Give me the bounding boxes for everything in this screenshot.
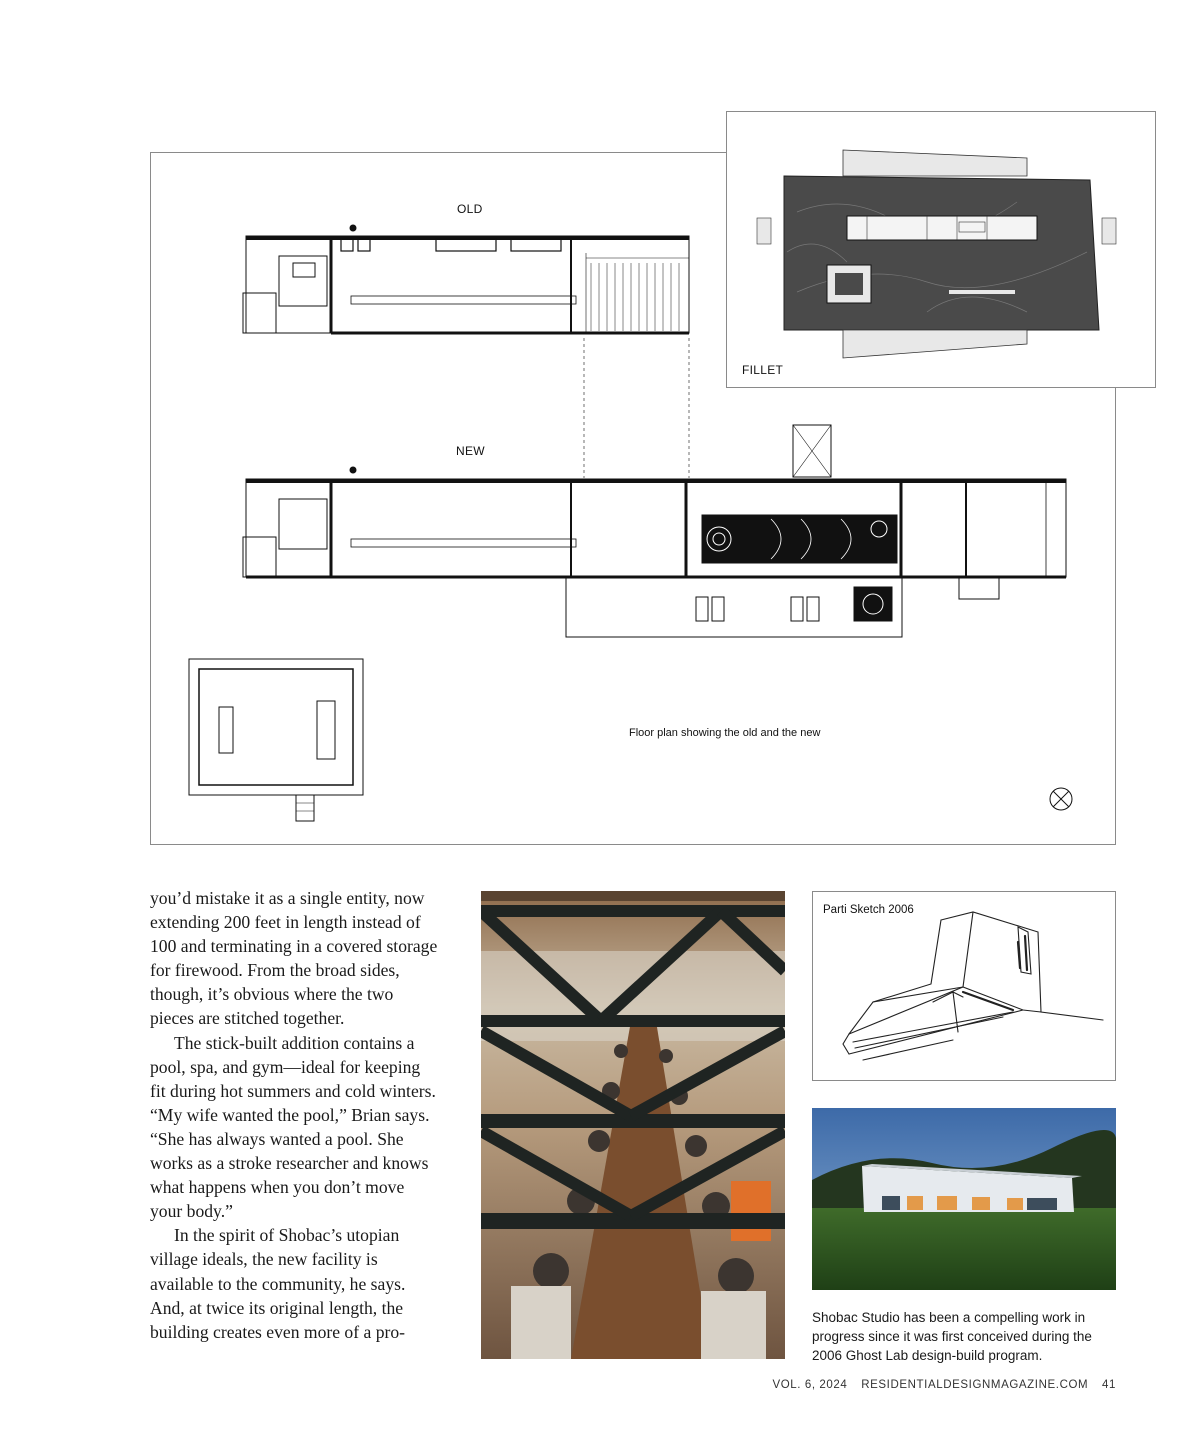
footer-site: RESIDENTIALDESIGNMAGAZINE.COM <box>861 1379 1089 1391</box>
page-number: 41 <box>1102 1379 1116 1391</box>
community-dinner-image <box>481 891 785 1359</box>
old-plan <box>243 225 689 333</box>
page-footer <box>700 1379 1116 1391</box>
footer-volume: VOL. 6, 2024 <box>772 1379 848 1391</box>
article-body <box>150 886 440 1344</box>
fillet-site-plan-drawing <box>727 112 1157 389</box>
floor-plan-caption: Floor plan showing the old and the new <box>629 727 821 739</box>
fillet-site-plan-panel <box>726 111 1156 388</box>
parti-sketch-panel <box>812 891 1116 1081</box>
new-plan <box>243 425 1066 637</box>
old-plan-label: OLD <box>457 202 483 216</box>
photo-caption: Shobac Studio has been a compelling work in progress since it was first conceived during the 2006 Ghost Lab design-build program. <box>812 1310 1092 1363</box>
fillet-label: FILLET <box>742 363 784 377</box>
parti-sketch-caption: Parti Sketch 2006 <box>823 904 914 916</box>
shobac-studio-exterior-photo <box>812 1108 1116 1290</box>
parti-sketch-drawing <box>813 892 1117 1082</box>
cabin-plan <box>189 659 363 821</box>
article-paragraph: The stick-built addition contains a pool, spa, and gym—ideal for keeping fit during hot summers and cold winters. “My wife wanted the pool,” Brian says. “She has always wanted a pool. She works as a stroke researcher and knows what happens when you don’t move your body.” <box>150 1032 436 1222</box>
shobac-studio-exterior-image <box>812 1108 1116 1290</box>
community-dinner-photo <box>481 891 785 1359</box>
north-arrow-icon <box>1050 788 1072 810</box>
article-paragraph: you’d mistake it as a single entity, now extending 200 feet in length instead of 100 and terminating in a covered storage for firewood. From the broad sides, though, it’s obvious where the two pieces are stitched together. <box>150 888 438 1029</box>
new-plan-label: NEW <box>456 444 485 458</box>
article-paragraph: In the spirit of Shobac’s utopian village ideals, the new facility is available to the community, he says. And, at twice its original length, the building creates even more of a pro- <box>150 1225 406 1342</box>
